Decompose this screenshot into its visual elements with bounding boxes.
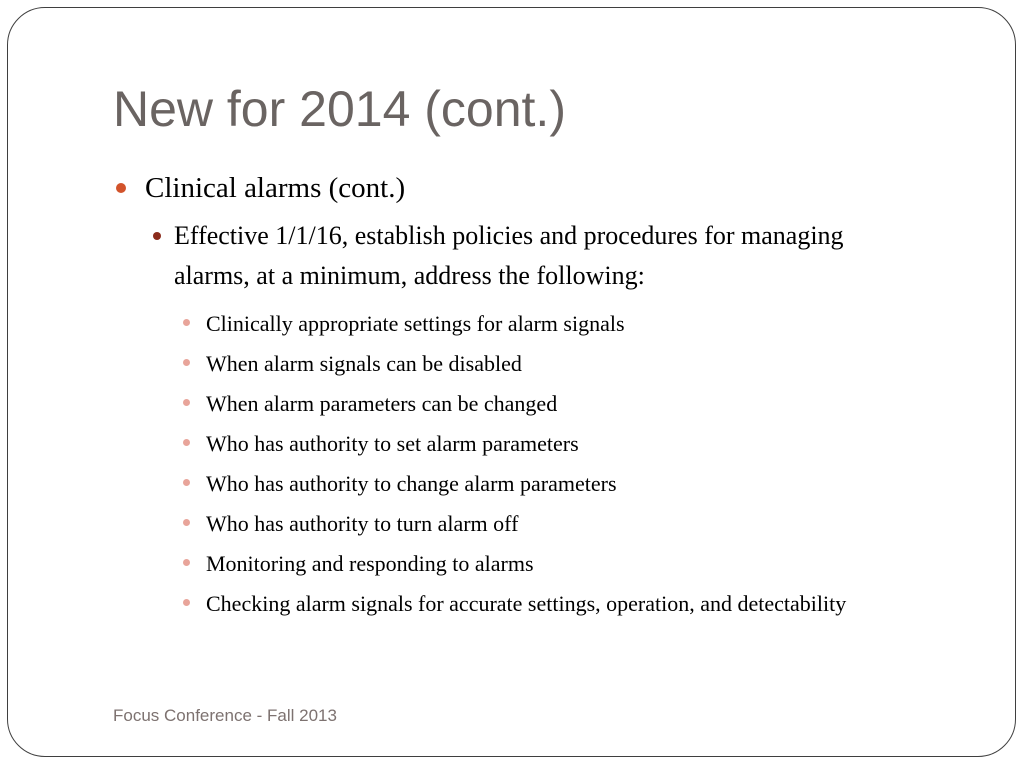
bullet-level3-icon — [183, 599, 190, 606]
bullet-level3-list — [174, 304, 973, 624]
list-item — [174, 544, 973, 584]
bullet-level3-icon — [183, 399, 190, 406]
bullet-level3-icon — [183, 359, 190, 366]
slide-content — [113, 168, 973, 624]
list-item-text: When alarm signals can be disabled — [206, 351, 522, 376]
list-item-text: When alarm parameters can be changed — [206, 391, 558, 416]
list-item-text: Clinically appropriate settings for alarm signals — [206, 311, 625, 336]
bullet-level2-text: Effective 1/1/16, establish policies and procedures for managing alarms, at a minimum, address the following: — [174, 221, 844, 290]
list-item — [174, 304, 973, 344]
slide-title: New for 2014 (cont.) — [113, 81, 566, 137]
bullet-level3-icon — [183, 319, 190, 326]
bullet-level3-icon — [183, 519, 190, 526]
bullet-level1-text: Clinical alarms (cont.) — [145, 172, 406, 204]
list-item-text: Who has authority to turn alarm off — [206, 511, 519, 536]
list-item-text: Who has authority to set alarm parameters — [206, 431, 579, 456]
bullet-level2-icon — [153, 232, 161, 240]
list-item — [174, 584, 973, 624]
slide-footer: Focus Conference - Fall 2013 — [113, 706, 337, 725]
bullet-level2-item — [143, 216, 874, 296]
bullet-level3-icon — [183, 439, 190, 446]
list-item-text: Checking alarm signals for accurate settings, operation, and detectability — [206, 591, 847, 616]
list-item — [174, 464, 973, 504]
bullet-level3-icon — [183, 479, 190, 486]
bullet-level1-icon — [116, 183, 126, 193]
bullet-level1-item — [113, 168, 973, 208]
list-item — [174, 384, 973, 424]
list-item — [174, 504, 973, 544]
list-item-text: Who has authority to change alarm parameters — [206, 471, 617, 496]
list-item-text: Monitoring and responding to alarms — [206, 551, 534, 576]
bullet-level3-icon — [183, 559, 190, 566]
list-item — [174, 424, 973, 464]
list-item — [174, 344, 973, 384]
